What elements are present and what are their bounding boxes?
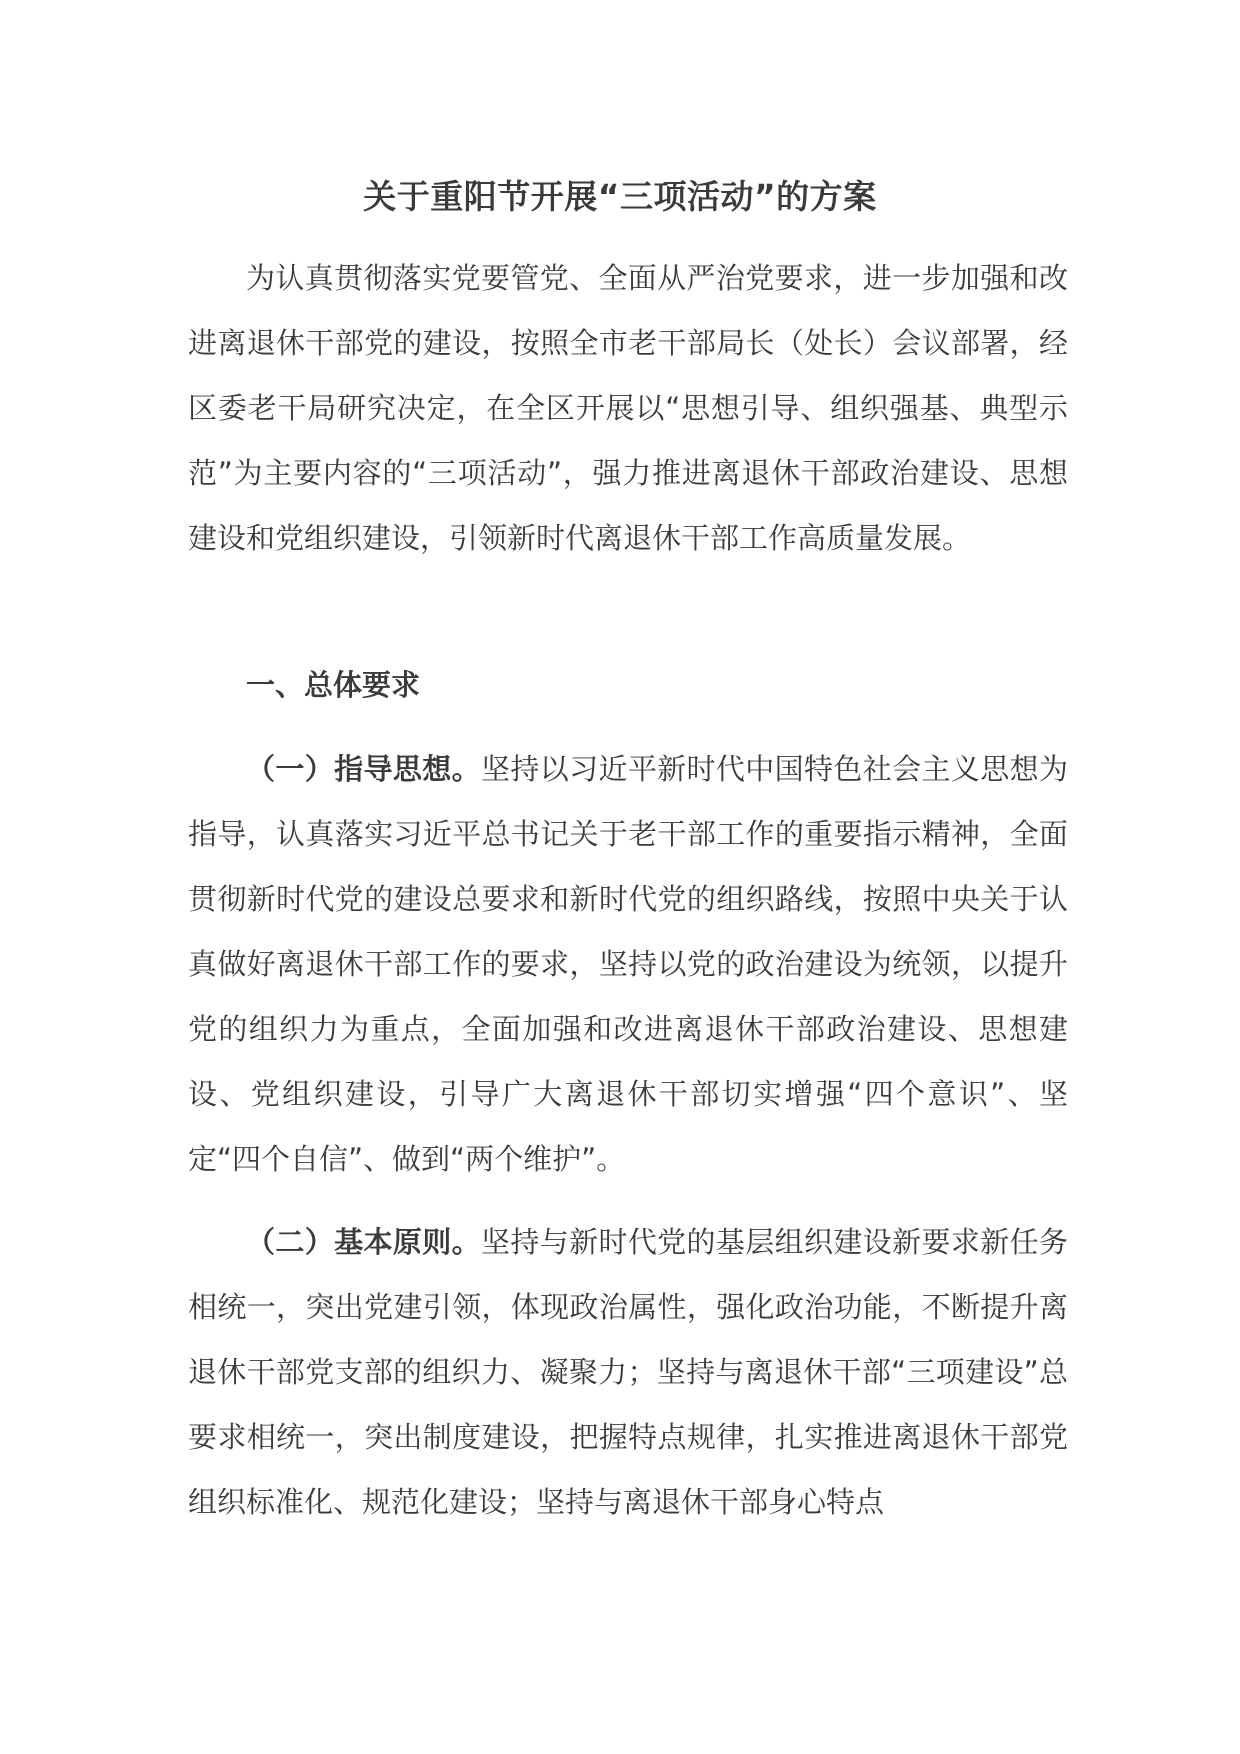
basic-principles-label: （二）基本原则。 bbox=[246, 1225, 481, 1259]
basic-principles-paragraph bbox=[188, 1210, 1068, 1535]
basic-principles-text: 坚持与新时代党的基层组织建设新要求新任务相统一，突出党建引领，体现政治属性，强化政治功能，不断提升离退休干部党支部的组织力、凝聚力；坚持与离退休干部“三项建设”总要求相统一，突出制度建设，把握特点规律，扎实推进离退休干部党组织标准化、规范化建设；坚持与离退休干部身心特点 bbox=[188, 1225, 1068, 1519]
document-title: 关于重阳节开展“三项活动”的方案 bbox=[363, 177, 877, 216]
guiding-ideology-paragraph bbox=[188, 737, 1068, 1192]
intro-paragraph: 为认真贯彻落实党要管党、全面从严治党要求，进一步加强和改进离退休干部党的建设，按照全市老干部局长（处长）会议部署，经区委老干局研究决定，在全区开展以“思想引导、组织强基、典型示范”为主要内容的“三项活动”，强力推进离退休干部政治建设、思想建设和党组织建设，引领新时代离退休干部工作高质量发展。 bbox=[188, 261, 1068, 555]
guiding-ideology-label: （一）指导思想。 bbox=[246, 752, 481, 786]
section-heading-general-requirements: 一、总体要求 bbox=[246, 668, 421, 702]
guiding-ideology-text: 坚持以习近平新时代中国特色社会主义思想为指导，认真落实习近平总书记关于老干部工作的重要指示精神，全面贯彻新时代党的建设总要求和新时代党的组织路线，按照中央关于认真做好离退休干部工作的要求，坚持以党的政治建设为统领，以提升党的组织力为重点，全面加强和改进离退休干部政治建设、思想建设、党组织建设，引导广大离退休干部切实增强“四个意识”、坚定“四个自信”、做到“两个维护”。 bbox=[188, 752, 1068, 1176]
